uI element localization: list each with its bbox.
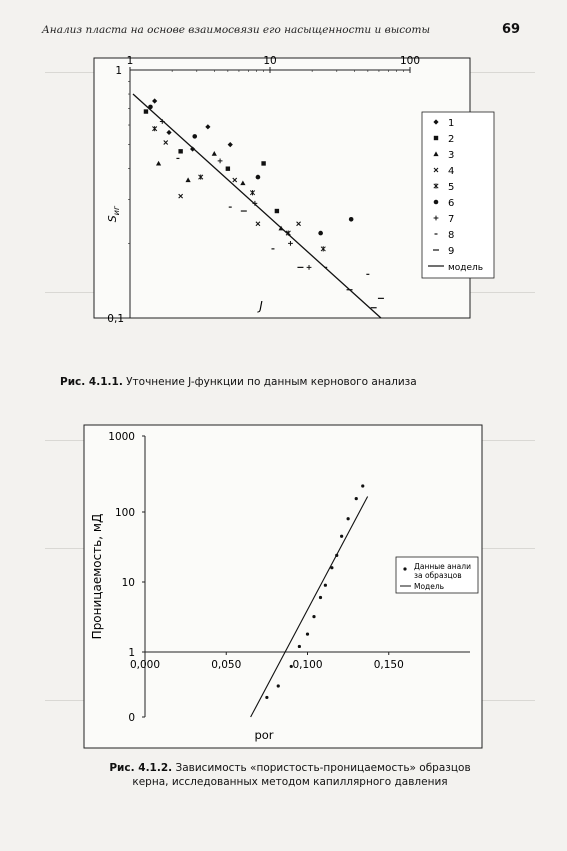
legend-label: модель [448,263,484,273]
y-tick-label: 100 [114,507,135,519]
x-axis-label: por [254,728,274,742]
y-tick-label: 1 [128,647,135,659]
y-axis-label-sub: иг [112,205,121,216]
y-axis-label: Проницаемость, мД [90,513,104,640]
figure-2-caption [70,761,510,789]
running-header-title: Анализ пласта на основе взаимосвязи его насыщенности и высоты [41,24,430,36]
legend-label: 9 [448,246,455,257]
legend-label: 2 [448,134,455,145]
figure-1-caption-number: Рис. 4.1.1. [60,376,123,388]
y-tick-label: 10 [121,577,135,589]
x-tick-label: 10 [263,55,277,67]
legend-label: 4 [448,166,455,177]
figure-1-caption [60,376,520,388]
legend-label: 1 [448,118,455,129]
data-point [277,684,280,687]
y-tick-label: 0 [128,712,135,724]
y-tick-label: 1000 [108,431,135,443]
legend-label-line1: Данные анали [414,562,471,571]
data-point [347,517,350,520]
legend-label: 5 [448,182,455,193]
x-tick-label: 0,000 [129,659,161,671]
legend-label: 6 [448,198,455,209]
y-tick-label: 1 [115,65,122,77]
data-point [306,633,309,636]
data-point [324,584,327,587]
figure-1-caption-text: Уточнение J-функции по данным кернового анализа [126,376,417,388]
data-point [319,596,322,599]
data-point [355,497,358,500]
x-axis-label: J [259,299,263,313]
legend-label: Модель [414,582,445,591]
figure-2-caption-number: Рис. 4.1.2. [109,762,173,774]
legend-label: 7 [448,214,455,225]
data-point [290,665,293,668]
data-point [298,645,301,648]
data-point [312,615,315,618]
legend-label: 8 [448,230,455,241]
data-point [265,696,268,699]
legend-marker-data [403,567,406,570]
legend-label-line2: за образцов [414,571,462,580]
x-tick-label: 100 [399,55,421,67]
page-number: 69 [502,22,521,37]
data-point [340,535,343,538]
y-axis-label-main: S [106,215,119,223]
x-tick-label: 0,150 [373,659,404,671]
figure-2-caption-line2: керна, исследованных методом капиллярного давления [132,776,448,788]
legend-label: 3 [448,150,455,161]
x-tick-label: 1 [126,55,134,67]
data-point [361,484,364,487]
y-tick-label: 0,1 [107,313,124,325]
x-tick-label: 0,100 [292,659,323,671]
figure-2-caption-line1: Зависимость «пористость-проницаемость» образцов [175,762,471,774]
x-tick-label: 0,050 [211,659,242,671]
